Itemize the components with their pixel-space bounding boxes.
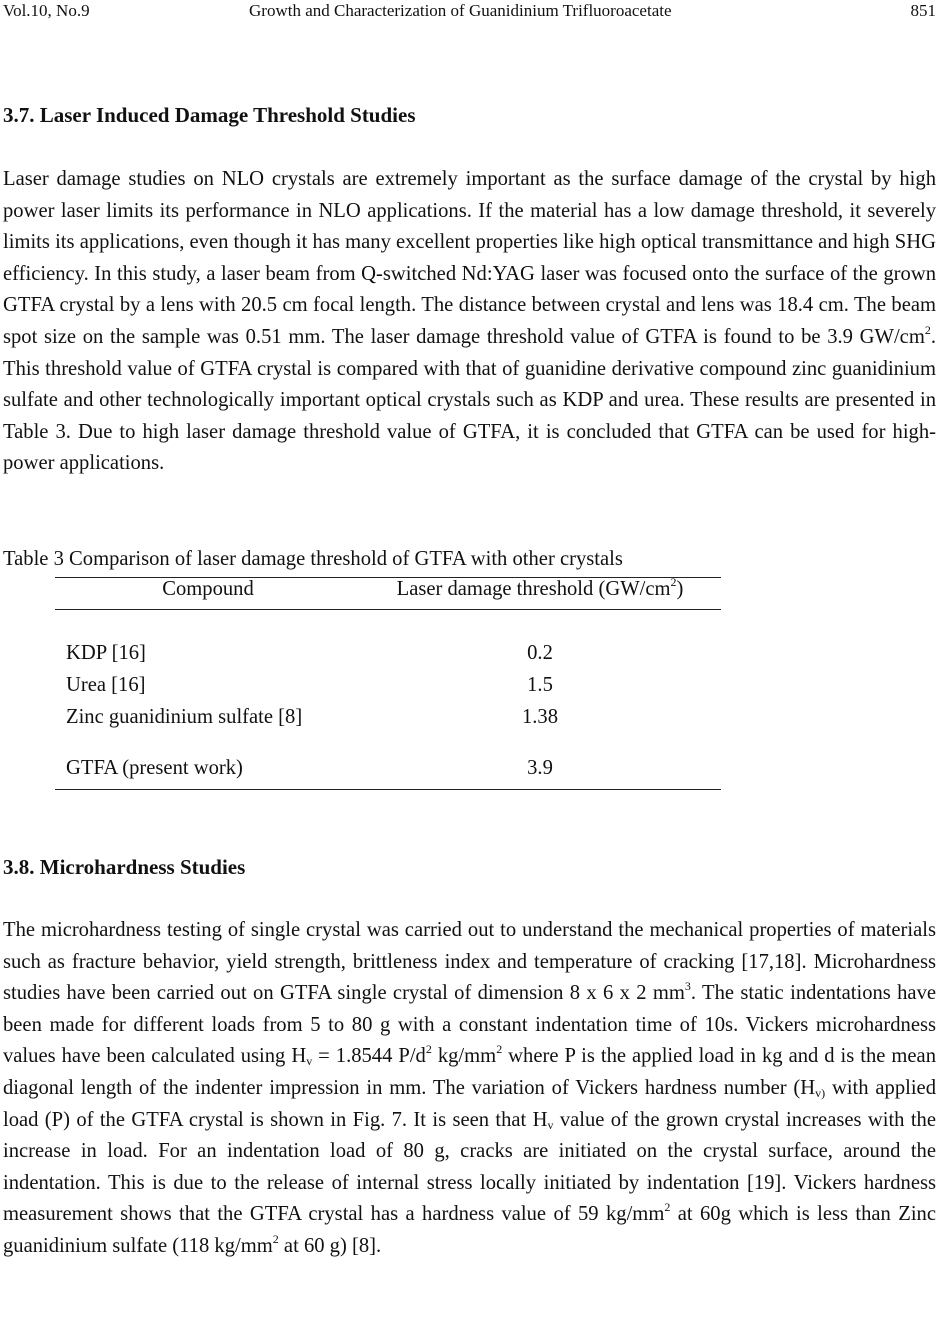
paragraph-text: with applied load (P) of the GTFA crystal is shown in Fig. 7. It is seen that H	[3, 1076, 936, 1131]
paragraph-text: . This threshold value of GTFA crystal is compared with that of guanidine derivative compound zinc guanidinium sulfate and other technologically important optical crystals such as KDP and urea. These results are presented in Table 3. Due to high laser damage threshold value of GTFA, it is concluded that GTFA can be used for high-power applications.	[3, 325, 936, 475]
superscript: 2	[425, 1042, 432, 1057]
column-header-text: Laser damage threshold (GW/cm	[396, 578, 671, 600]
superscript: 2	[272, 1231, 279, 1246]
paragraph-text: at 60 g) [8].	[278, 1234, 382, 1257]
table-cell-value: 1.38	[521, 706, 559, 728]
table-cell-value: 0.2	[527, 642, 553, 664]
paragraph-text: kg/mm	[431, 1045, 497, 1068]
paragraph-text: Laser damage studies on NLO crystals are extremely important as the surface damage of the crystal by high power laser limits its performance in NLO applications. If the material has a low damage threshold, it severely limits its applications, even though it has many excellent properties like high optical transmittance and high SHG efficiency. In this study, a laser beam from Q-switched Nd:YAG laser was focused onto the surface of the grown GTFA crystal by a lens with 20.5 cm focal length. The distance between crystal and lens was 18.4 cm. The beam spot size on the sample was 0.51 mm. The laser damage threshold value of GTFA is found to be 3.9 GW/cm	[3, 168, 936, 348]
paragraph-text: . The static indentations have been made for different loads from 5 to 80 g with a constant indentation time of 10s. Vickers microhardness values have been calculated using H	[3, 982, 937, 1068]
section-heading-3-7: 3.7. Laser Induced Damage Threshold Studies	[3, 103, 416, 127]
superscript: 2	[496, 1042, 503, 1057]
superscript: 2	[670, 575, 677, 589]
table-cell-compound: GTFA (present work)	[66, 757, 243, 779]
superscript: 2	[664, 1200, 671, 1215]
subscript: v	[547, 1117, 554, 1132]
table-bottom-rule	[55, 789, 721, 790]
table-cell-compound: KDP [16]	[66, 642, 146, 664]
superscript: 3	[684, 979, 691, 994]
running-title: Growth and Characterization of Guanidinium Trifluoroacetate	[249, 1, 672, 20]
section-heading-3-8: 3.8. Microhardness Studies	[3, 855, 246, 879]
column-header-text: )	[676, 578, 684, 600]
paragraph-text: value of the grown crystal increases with the increase in load. For an indentation load of 80 g, cracks are initiated on the crystal surface, around the indentation. This is due to the release of internal stress locally initiated by indentation [19]. Vickers hardness measurement shows that the GTFA crystal has a hardness value of 59 kg/mm	[3, 1108, 936, 1226]
journal-volume: Vol.10, No.9	[3, 1, 90, 20]
column-header-threshold	[365, 575, 715, 601]
paragraph-microhardness	[3, 915, 936, 1263]
table-caption: Table 3 Comparison of laser damage threshold of GTFA with other crystals	[3, 548, 623, 570]
subscript: v	[306, 1054, 313, 1069]
paragraph-text: The microhardness testing of single crystal was carried out to understand the mechanical properties of materials such as fracture behavior, yield strength, brittleness index and temperature of cracking [17,18]. Microhardness studies have been carried out on GTFA single crystal of dimension 8 x 6 x 2 mm	[3, 919, 936, 1005]
paragraph-laser-damage	[3, 164, 936, 480]
page-number: 851	[910, 1, 936, 20]
superscript: 2	[924, 322, 931, 337]
table-cell-compound: Urea [16]	[66, 674, 146, 696]
subscript: v)	[815, 1085, 826, 1100]
table-cell-value: 3.9	[527, 757, 553, 779]
table-cell-value: 1.5	[527, 674, 553, 696]
running-header	[3, 0, 936, 22]
paragraph-text: where P is the applied load in kg and d is the mean diagonal length of the indenter impression in mm. The variation of Vickers hardness number (H	[3, 1045, 936, 1099]
column-header-compound: Compound	[162, 578, 254, 600]
paragraph-text: at 60g which is less than Zinc guanidinium sulfate (118 kg/mm	[3, 1203, 936, 1257]
table-header-rule	[55, 609, 721, 610]
paragraph-text: = 1.8544 P/d	[312, 1045, 426, 1068]
table-cell-compound: Zinc guanidinium sulfate [8]	[66, 706, 303, 728]
